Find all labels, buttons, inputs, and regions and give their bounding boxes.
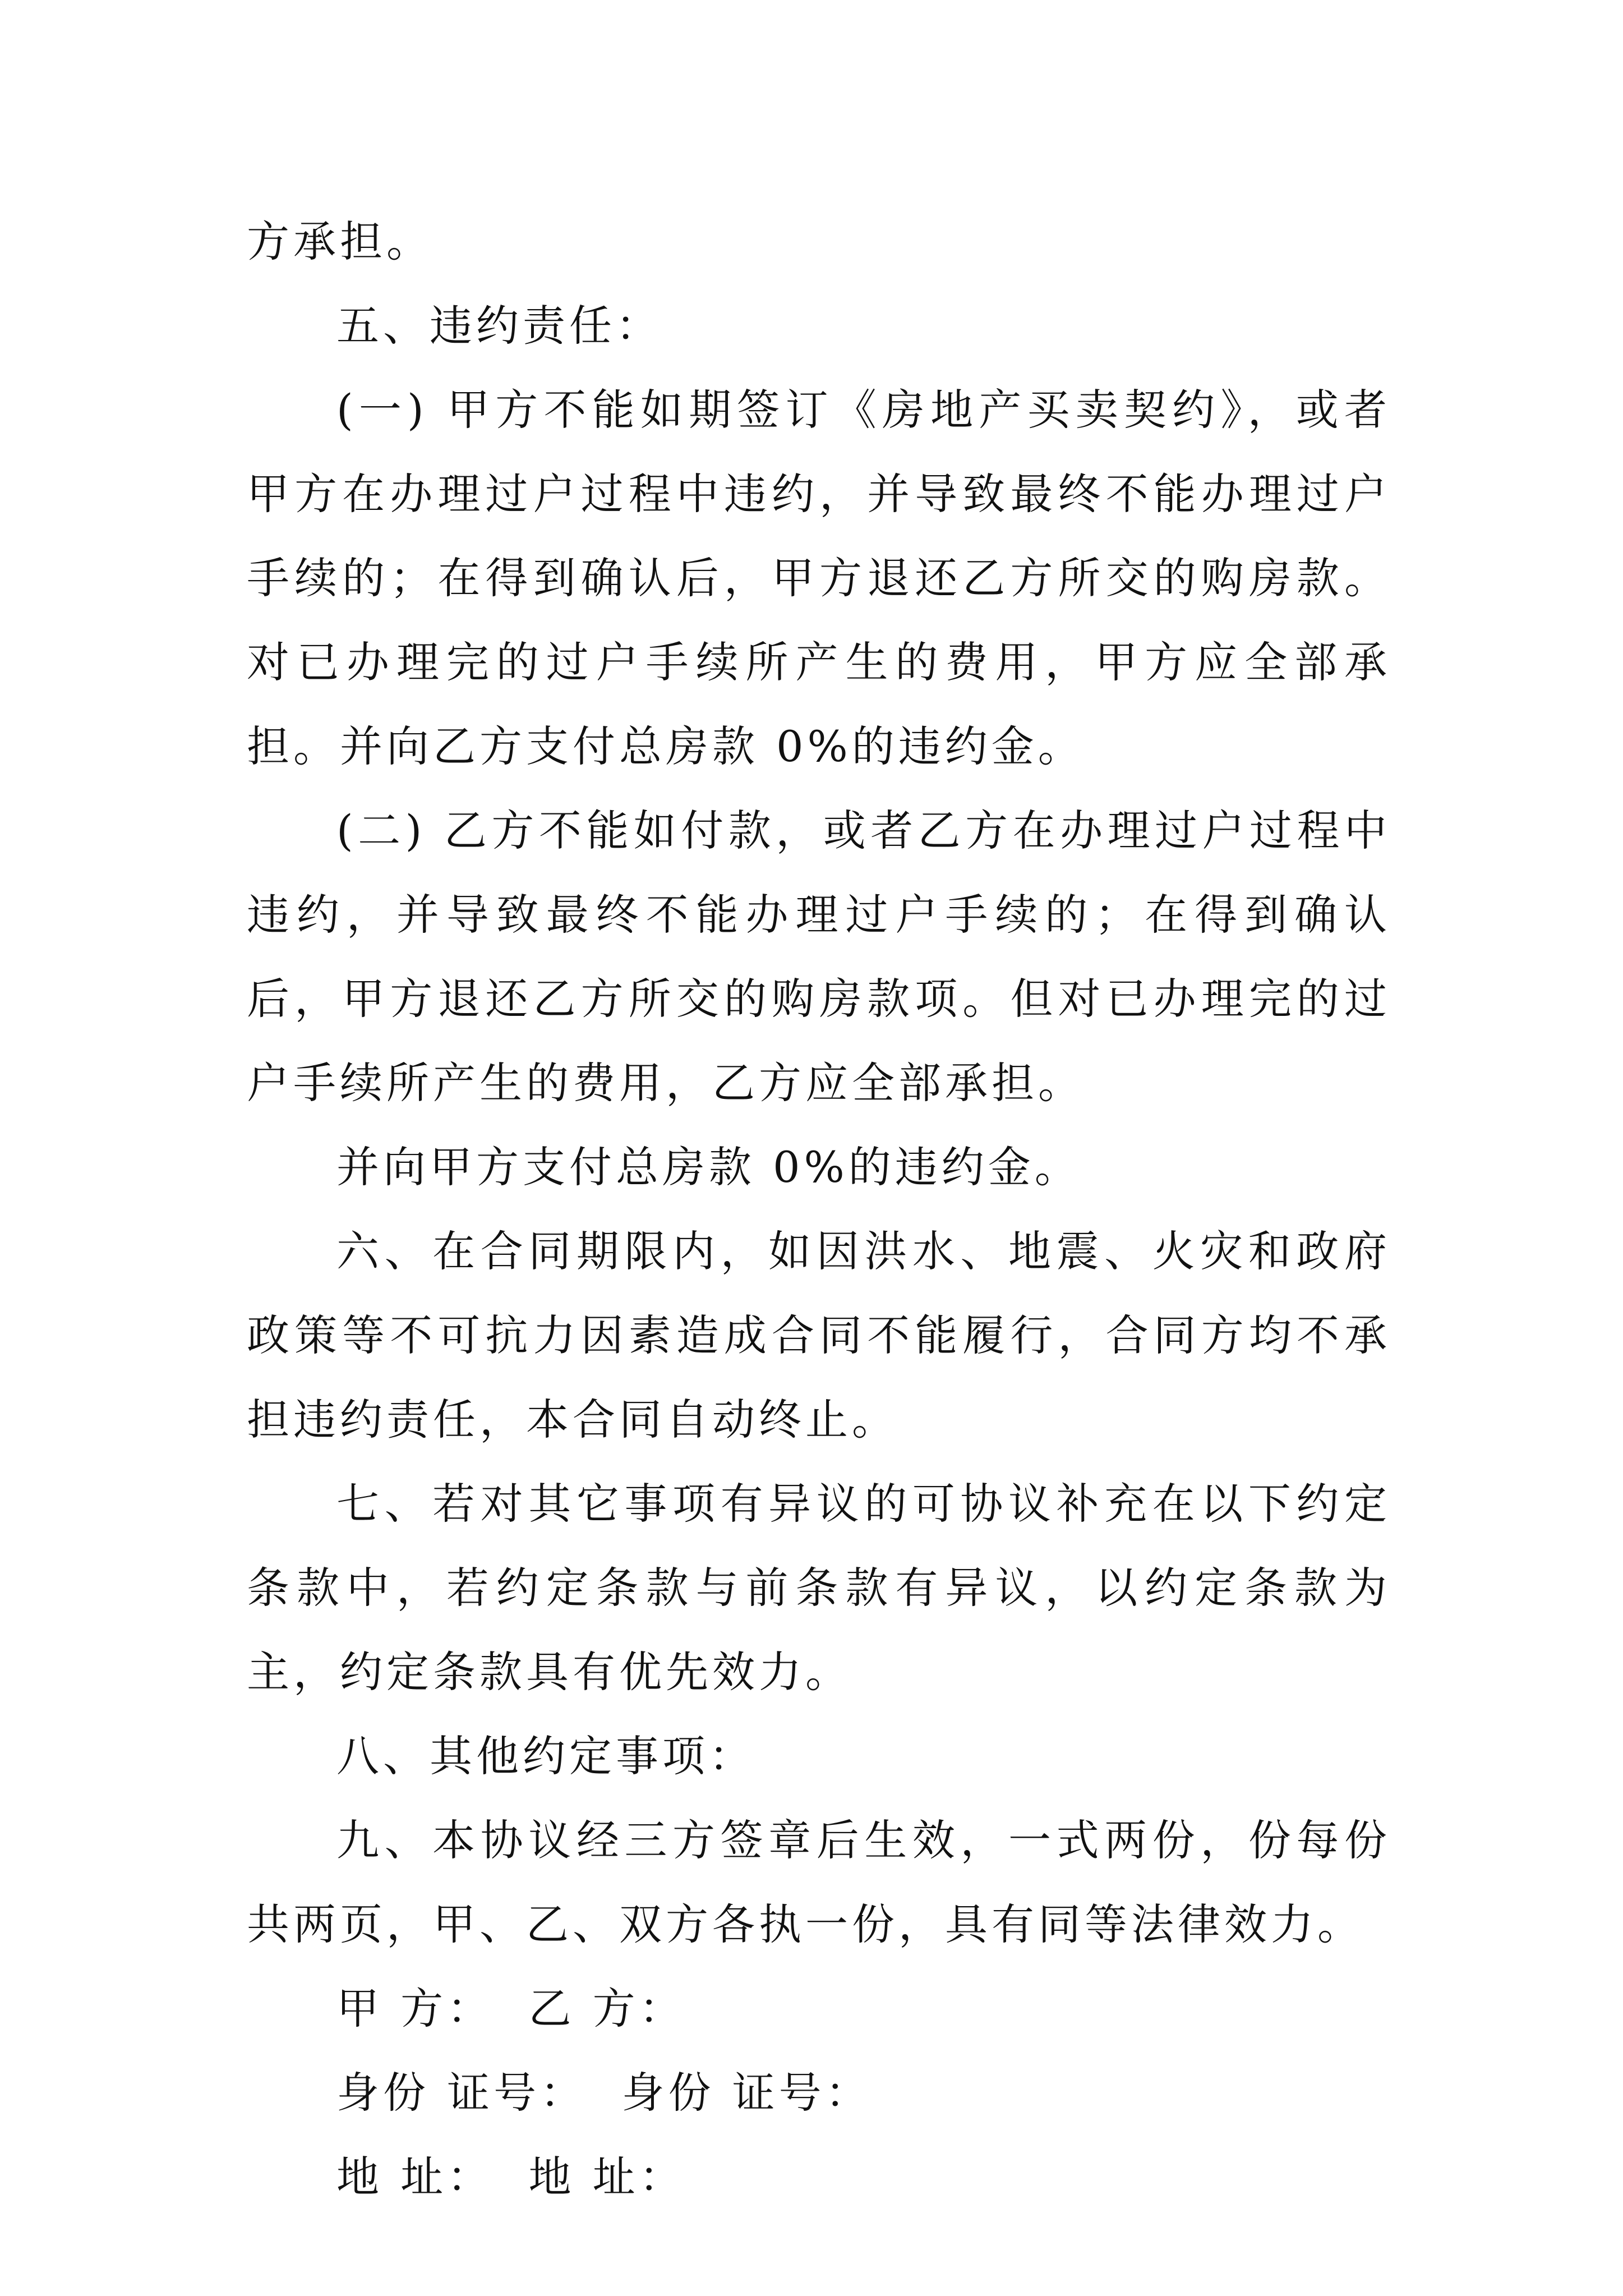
signature-address-line: 地 址： 地 址：	[336, 2152, 686, 2202]
section-heading-breach-liability: 五、违约责任：	[336, 301, 662, 351]
clause-force-majeure: 六、在合同期限内，如因洪水、地震、火灾和政府政策等不可抗力因素造成合同不能履行，合同方均不承担违约责任，本合同自动终止。	[247, 1226, 1391, 1444]
signature-id-line: 身份 证号： 身份 证号：	[336, 2068, 872, 2118]
clause-effectiveness: 九、本协议经三方签章后生效，一式两份，份每份共两页，甲、乙、双方各执一份，具有同等法律效力。	[247, 1815, 1391, 1949]
paragraph-continuation: 方承担。	[247, 217, 433, 266]
section-heading-other-matters: 八、其他约定事项：	[336, 1731, 755, 1781]
clause-party-b-penalty: 并向甲方支付总房款 0%的违约金。	[336, 1142, 1081, 1192]
document-body	[247, 200, 1391, 2219]
clause-party-a-breach: (一) 甲方不能如期签订《房地产买卖契约》，或者甲方在办理过户过程中违约，并导致最终不能办理过户手续的；在得到确认后，甲方退还乙方所交的购房款。对已办理完的过户手续所产生的费用，甲方应全部承担。并向乙方支付总房款 0%的违约金。	[247, 385, 1391, 771]
signature-party-line: 甲 方： 乙 方：	[336, 1984, 686, 2033]
clause-supplementary-terms: 七、若对其它事项有异议的可协议补充在以下约定条款中，若约定条款与前条款有异议，以约定条款为主，约定条款具有优先效力。	[247, 1479, 1391, 1697]
clause-party-b-breach: (二) 乙方不能如付款，或者乙方在办理过户过程中违约，并导致最终不能办理过户手续的；在得到确认后，甲方退还乙方所交的购房款项。但对已办理完的过户手续所产生的费用，乙方应全部承担。	[247, 806, 1391, 1108]
